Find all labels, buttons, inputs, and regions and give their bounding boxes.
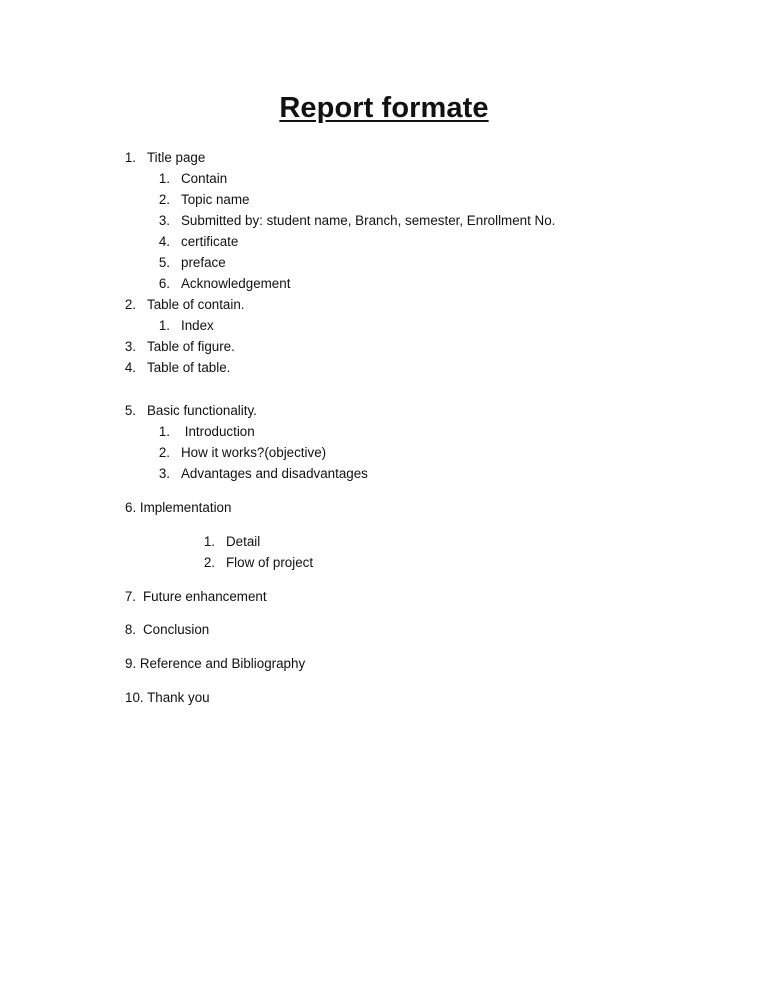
list-item-label: Acknowledgement: [181, 276, 291, 291]
list-number: 7.: [124, 589, 136, 604]
list-number: 4.: [124, 360, 136, 375]
list-number: 1.: [203, 534, 215, 549]
list-item-label: Introduction: [181, 424, 255, 439]
list-number: 3.: [158, 213, 170, 228]
list-number: 5.: [158, 255, 170, 270]
list-item-label: Flow of project: [226, 555, 314, 570]
list-item-label: Basic functionality.: [147, 403, 257, 418]
list-item-label: Conclusion: [143, 622, 210, 637]
list-item-label: Advantages and disadvantages: [181, 466, 368, 481]
list-number: 4.: [158, 234, 170, 249]
list-item-label: Table of contain.: [147, 297, 245, 312]
list-item-label: Future enhancement: [143, 589, 267, 604]
list-number: 2.: [124, 297, 136, 312]
list-item-label: Topic name: [181, 192, 250, 207]
list-number: 1.: [158, 171, 170, 186]
list-item-label: Table of figure.: [147, 339, 235, 354]
list-number: 8.: [124, 622, 136, 637]
list-item-label: Title page: [147, 150, 206, 165]
list-number: 2.: [158, 445, 170, 460]
list-item-label: Detail: [226, 534, 261, 549]
list-item-label: Index: [181, 318, 214, 333]
outline-item-9: 9. Reference and Bibliography: [125, 656, 306, 671]
list-number: 1.: [124, 150, 136, 165]
list-number: 3.: [124, 339, 136, 354]
list-number: 3.: [158, 466, 170, 481]
outline-item-6: 6. Implementation: [125, 500, 232, 515]
list-number: 1.: [158, 318, 170, 333]
outline-item-10: 10. Thank you: [125, 690, 210, 705]
list-number: 6.: [158, 276, 170, 291]
list-item-label: Table of table.: [147, 360, 231, 375]
list-item-label: How it works?(objective): [181, 445, 327, 460]
list-number: 2.: [158, 192, 170, 207]
page-title: Report formate: [279, 92, 489, 124]
list-item-label: preface: [181, 255, 226, 270]
list-item-label: Contain: [181, 171, 228, 186]
list-number: 5.: [124, 403, 136, 418]
list-number: 2.: [203, 555, 215, 570]
list-item-label: Submitted by: student name, Branch, semester, Enrollment No.: [181, 213, 556, 228]
list-item-label: certificate: [181, 234, 239, 249]
list-number: 1.: [158, 424, 170, 439]
